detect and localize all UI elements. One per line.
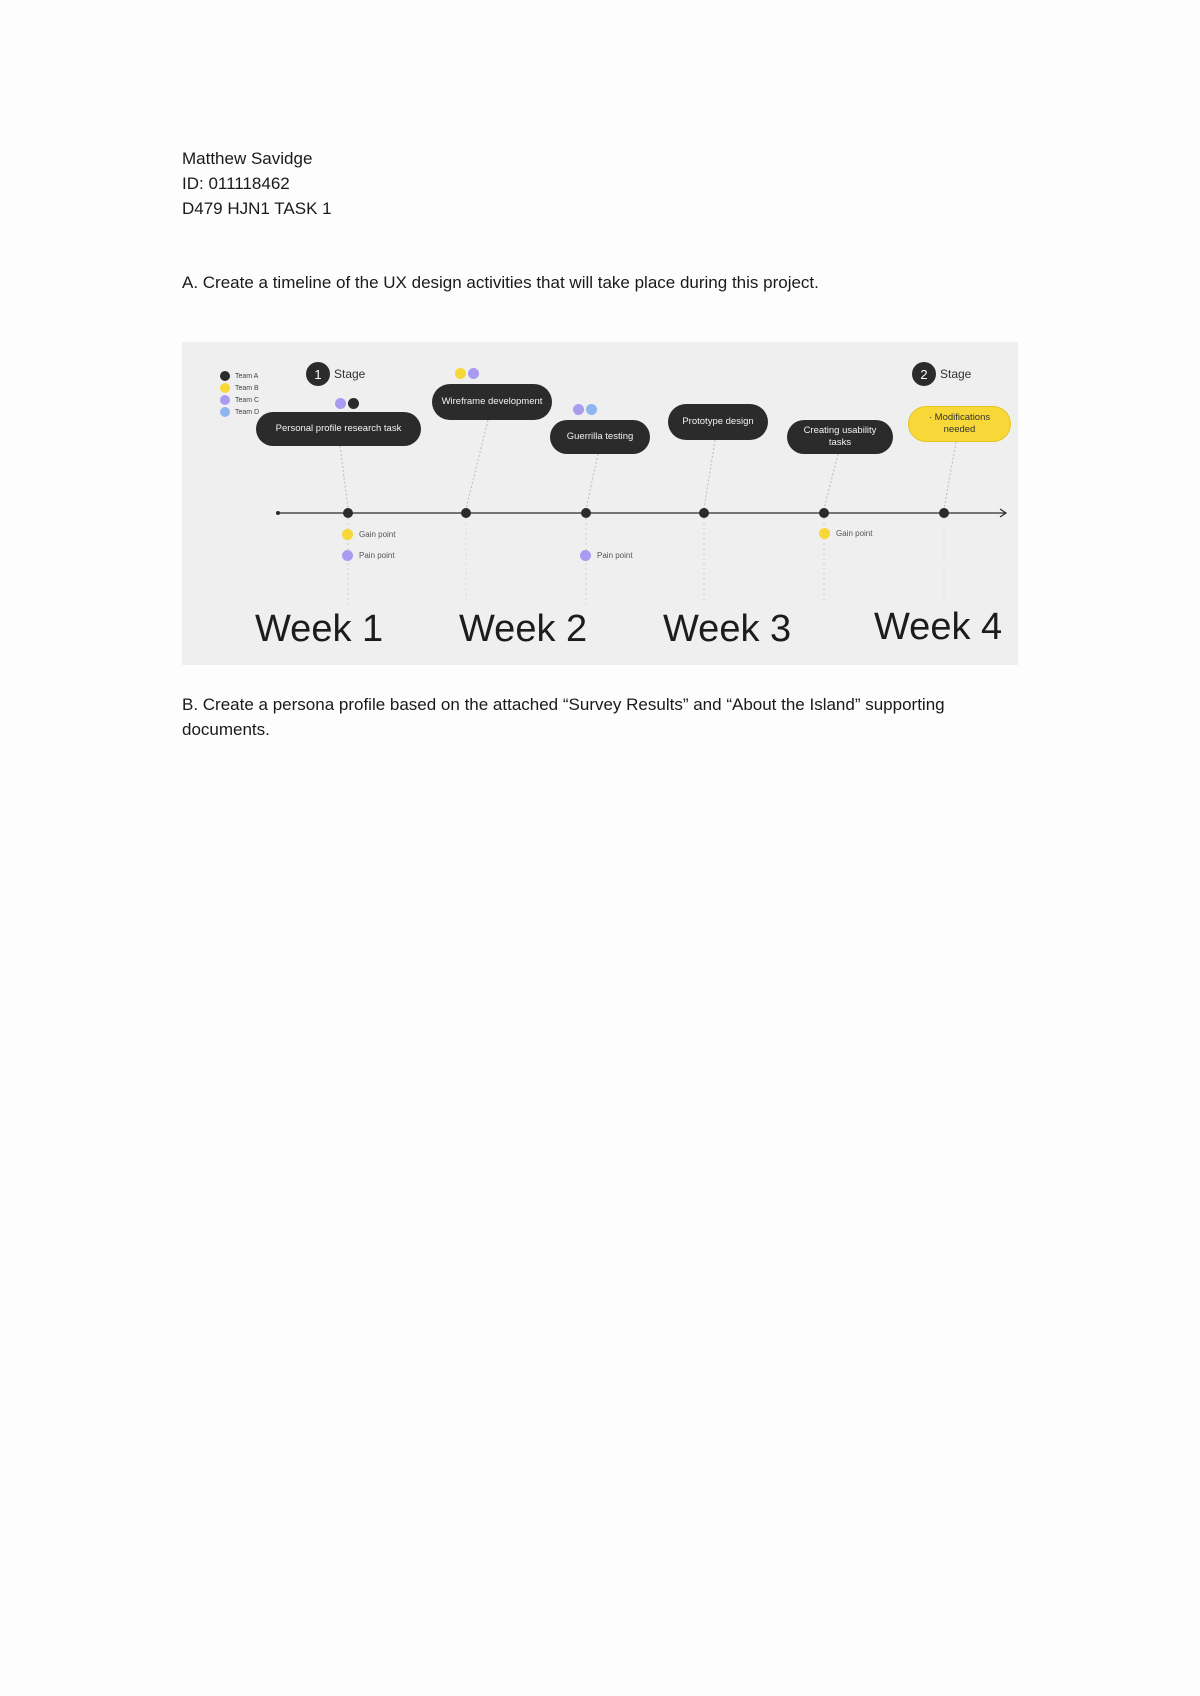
stage-1-marker	[306, 362, 365, 386]
week-4-label: Week 4	[874, 606, 1003, 648]
team-c-color-dot	[220, 395, 230, 405]
gain-point-dot	[819, 528, 830, 539]
gain-point-note: Gain point	[819, 528, 872, 539]
team-indicator	[455, 368, 479, 379]
stage-label: Stage	[940, 367, 972, 381]
week-2-label: Week 2	[459, 608, 588, 650]
legend-item: Team D	[220, 406, 259, 418]
stage-number: 1	[306, 362, 330, 386]
task-personal-profile-research: Personal profile research task	[256, 412, 421, 446]
week-3-label: Week 3	[663, 608, 792, 650]
team-a-color-dot	[220, 371, 230, 381]
team-dot	[586, 404, 597, 415]
team-dot	[573, 404, 584, 415]
milestone-marker	[581, 508, 591, 518]
connector-1	[340, 446, 348, 509]
team-dot	[348, 398, 359, 409]
gain-point-note: Gain point	[342, 529, 395, 540]
team-indicator	[573, 404, 597, 415]
connector-6	[944, 442, 956, 509]
connector-5	[824, 454, 838, 509]
pain-point-dot	[580, 550, 591, 561]
author-name: Matthew Savidge	[182, 149, 313, 168]
stage-label: Stage	[334, 367, 366, 381]
gain-point-dot	[342, 529, 353, 540]
section-b-heading: B. Create a persona profile based on the attached “Survey Results” and “About the Island” supporting documents.	[182, 695, 945, 739]
task-wireframe-development: Wireframe development	[432, 384, 552, 420]
pain-point-note: Pain point	[342, 550, 395, 561]
connector-3	[586, 454, 598, 509]
student-id: ID: 011118462	[182, 174, 290, 193]
legend-item: Team B	[220, 382, 259, 394]
milestone-marker	[343, 508, 353, 518]
team-indicator	[335, 398, 359, 409]
team-dot	[335, 398, 346, 409]
axis-start	[276, 511, 280, 515]
team-dot	[455, 368, 466, 379]
task-modifications-needed: · Modifications needed	[908, 406, 1011, 442]
team-dot	[468, 368, 479, 379]
timeline-figure	[182, 342, 1018, 665]
task-prototype-design: Prototype design	[668, 404, 768, 440]
team-legend	[220, 370, 259, 418]
course-code: D479 HJN1 TASK 1	[182, 199, 332, 218]
legend-item: Team C	[220, 394, 259, 406]
pain-point-dot	[342, 550, 353, 561]
legend-item: Team A	[220, 370, 259, 382]
pain-point-note: Pain point	[580, 550, 633, 561]
milestone-marker	[939, 508, 949, 518]
milestone-marker	[819, 508, 829, 518]
team-d-color-dot	[220, 407, 230, 417]
stage-number: 2	[912, 362, 936, 386]
milestone-marker	[699, 508, 709, 518]
task-guerrilla-testing: Guerrilla testing	[550, 420, 650, 454]
task-creating-usability-tasks: Creating usability tasks	[787, 420, 893, 454]
section-a-heading: A. Create a timeline of the UX design activities that will take place during this project.	[182, 273, 819, 292]
milestone-marker	[461, 508, 471, 518]
stage-2-marker	[912, 362, 971, 386]
connector-2	[466, 420, 488, 509]
team-b-color-dot	[220, 383, 230, 393]
connector-4	[704, 440, 715, 509]
week-1-label: Week 1	[255, 608, 384, 650]
